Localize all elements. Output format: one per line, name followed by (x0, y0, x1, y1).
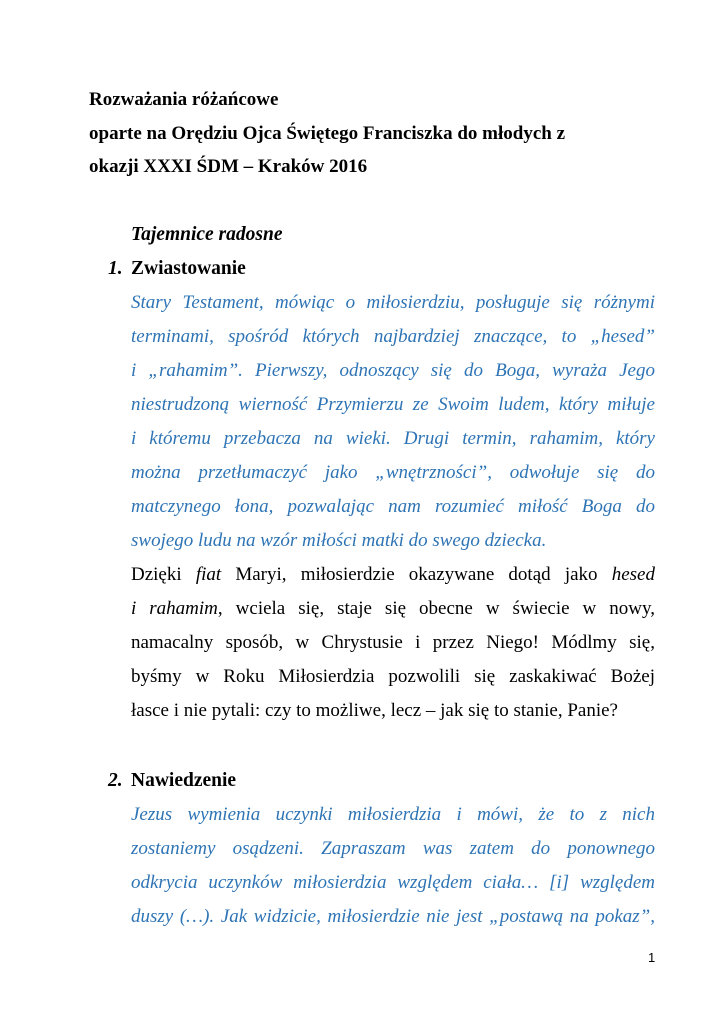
mystery-2-heading: Nawiedzenie (131, 770, 237, 791)
reflection-text: Maryi, miłosierdzie okazywane dotąd jako (221, 564, 612, 585)
mystery-1-quote-line: i „rahamim”. Pierwszy, odnoszący się do Boga, wyraża Jego (131, 360, 655, 381)
mystery-2-number: 2. (108, 770, 123, 791)
mystery-1-quote-line: można przetłumaczyć jako „wnętrzności”, odwołuje się do (131, 462, 655, 483)
mystery-1-quote-line: i któremu przebacza na wieki. Drugi termin, rahamim, który (131, 428, 655, 449)
mystery-1-quote-line: swojego ludu na wzór miłości matki do swego dziecka. (131, 530, 547, 551)
reflection-italic-term: hesed (611, 564, 655, 585)
mystery-2-quote-line: Jezus wymienia uczynki miłosierdzia i mówi, że to z nich (131, 804, 655, 825)
mystery-1-heading: Zwiastowanie (131, 258, 246, 279)
mystery-1-reflection-line: namacalny sposób, w Chrystusie i przez Niego! Módlmy się, (131, 632, 655, 653)
mystery-1-quote-line: niestrudzoną wierność Przymierzu ze Swoim ludem, który miłuje (131, 394, 655, 415)
section-title: Tajemnice radosne (131, 224, 283, 245)
mystery-1-quote-line: Stary Testament, mówiąc o miłosierdziu, posługuje się różnymi (131, 292, 655, 313)
reflection-text: Dzięki (131, 564, 196, 585)
mystery-2-quote-line: odkrycia uczynków miłosierdzia względem ciała… [i] względem (131, 872, 655, 893)
mystery-1-reflection-line (131, 598, 655, 620)
document-title-line-3: okazji XXXI ŚDM – Kraków 2016 (89, 156, 368, 177)
page-number: 1 (648, 950, 656, 965)
reflection-text: , wciela się, staje się obecne w świecie w nowy, (217, 598, 655, 619)
document-title-line-1: Rozważania różańcowe (89, 89, 279, 110)
mystery-1-reflection-line: łasce i nie pytali: czy to możliwe, lecz – jak się to stanie, Panie? (131, 700, 618, 721)
mystery-2-quote-line: zostaniemy osądzeni. Zapraszam was zatem do ponownego (131, 838, 655, 859)
mystery-1-number: 1. (108, 258, 123, 279)
reflection-italic-term: fiat (195, 564, 222, 585)
mystery-1-quote-line: terminami, spośród których najbardziej znaczące, to „hesed” (131, 326, 655, 347)
reflection-italic-term: i rahamim (131, 598, 218, 619)
mystery-2-quote-line: duszy (…). Jak widzicie, miłosierdzie nie jest „postawą na pokaz”, (131, 906, 655, 927)
document-title-line-2: oparte na Orędziu Ojca Świętego Franciszka do młodych z (89, 123, 566, 144)
mystery-1-reflection-line (131, 564, 655, 586)
mystery-1-quote-line: matczynego łona, pozwalając nam rozumieć miłość Boga do (131, 496, 655, 517)
mystery-1-reflection-line: byśmy w Roku Miłosierdzia pozwolili się zaskakiwać Bożej (131, 666, 655, 687)
